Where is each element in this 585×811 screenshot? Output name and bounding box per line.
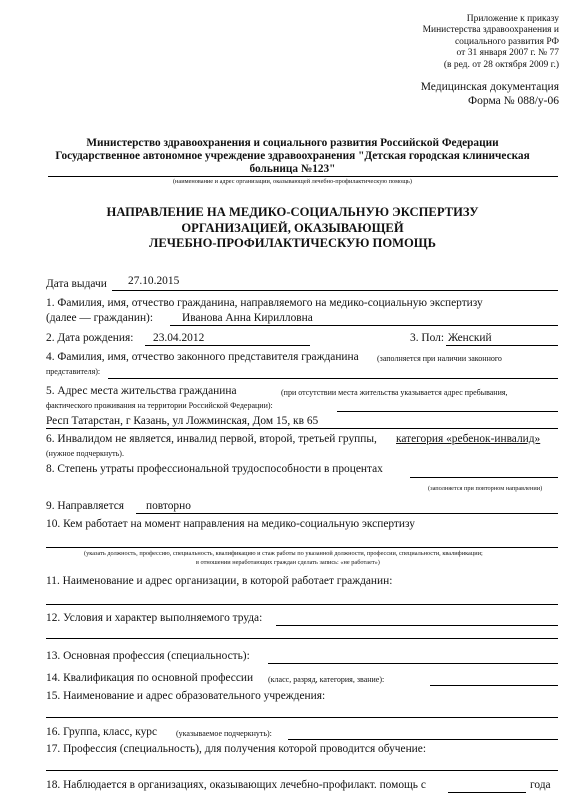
field-16-label: 16. Группа, класс, курс — [46, 726, 158, 738]
medical-doc-label — [421, 80, 559, 108]
field-17-label: 17. Профессия (специальность), для получения которой проводится обучение: — [46, 743, 426, 755]
field-12-line-2 — [46, 638, 558, 639]
field-16-note: (указываемое подчеркнуть): — [176, 729, 272, 738]
field-3-line — [446, 345, 558, 346]
field-5-note: (при отсутствии места жительства указывается адрес пребывания, — [281, 388, 508, 397]
field-17-line — [46, 770, 558, 771]
org-line-2: Государственное автономное учреждение здравоохранения "Детская городская клиническая — [55, 150, 530, 162]
form-number: Форма № 088/у-06 — [468, 95, 559, 107]
field-4-note-cont: представителя): — [46, 367, 101, 376]
field-3-label: 3. Пол: — [410, 332, 445, 344]
field-18-suffix: года — [530, 779, 551, 791]
order-appendix — [423, 14, 559, 71]
field-14-note: (класс, разряд, категория, звание): — [268, 675, 385, 684]
field-1-line — [170, 325, 558, 326]
field-10-note: (указать должность, профессию, специальность, квалификацию и стаж работы по указанной должности, профессии, специальности, квалификации; — [84, 550, 483, 557]
appendix-line: от 31 января 2007 г. № 77 — [456, 48, 559, 59]
field-6-label: 6. Инвалидом не является, инвалид первой, второй, третьей группы, — [46, 433, 377, 445]
title-line-2: ОРГАНИЗАЦИЕЙ, ОКАЗЫВАЮЩЕЙ — [181, 220, 404, 235]
field-15-line — [46, 717, 558, 718]
address-value[interactable]: Респ Татарстан, г Казань, ул Ложминская, Дом 15, кв 65 — [46, 415, 319, 427]
issue-date-value[interactable]: 27.10.2015 — [128, 275, 180, 287]
field-1-label: 1. Фамилия, имя, отчество гражданина, направляемого на медико-социальную экспертизу — [46, 297, 483, 309]
field-14-line — [430, 685, 558, 686]
field-5-label: 5. Адрес места жительства гражданина — [46, 385, 237, 397]
med-doc-text: Медицинская документация — [420, 81, 559, 93]
field-8-label: 8. Степень утраты профессиональной трудоспособности в процентах — [46, 463, 383, 475]
field-10-note-cont: в отношении неработающих граждан сделать запись: «не работает») — [196, 559, 380, 566]
document-title — [20, 205, 565, 252]
org-line-1: Министерство здравоохранения и социального развития Российской Федерации — [86, 137, 499, 149]
birth-date-value[interactable]: 23.04.2012 — [153, 332, 205, 344]
field-1-label-cont: (далее — гражданин): — [46, 312, 154, 324]
field-8-line — [410, 477, 558, 478]
field-6-note: (нужное подчеркнуть). — [46, 449, 124, 458]
appendix-line: (в ред. от 28 октября 2009 г.) — [443, 59, 559, 70]
appendix-line: Министерства здравоохранения и — [422, 25, 559, 36]
appendix-line: Приложение к приказу — [466, 14, 559, 24]
title-line-1: НАПРАВЛЕНИЕ НА МЕДИКО-СОЦИАЛЬНУЮ ЭКСПЕРТИЗУ — [106, 205, 479, 219]
field-10-label: 10. Кем работает на момент направления на медико-социальную экспертизу — [46, 518, 415, 530]
field-5-line — [337, 411, 558, 412]
field-9-line — [136, 513, 558, 514]
field-13-label: 13. Основная профессия (специальность): — [46, 650, 250, 662]
field-10-line — [46, 547, 558, 548]
org-caption: (наименование и адрес организации, оказывающей лечебно-профилактическую помощь) — [172, 178, 413, 185]
title-line-3: ЛЕЧЕБНО-ПРОФИЛАКТИЧЕСКУЮ ПОМОЩЬ — [149, 236, 436, 250]
citizen-name-value[interactable]: Иванова Анна Кирилловна — [182, 312, 313, 324]
org-underline — [48, 176, 558, 177]
address-line — [46, 428, 558, 429]
org-line-3: больница №123" — [249, 163, 336, 175]
field-4-note: (заполняется при наличии законного — [377, 354, 502, 363]
appendix-line: социального развития РФ — [454, 36, 559, 47]
issue-date-label: Дата выдачи — [46, 278, 107, 290]
field-5-note-cont: фактического проживания на территории Российской Федерации): — [46, 401, 273, 410]
field-13-line — [268, 663, 558, 664]
field-18-line — [448, 792, 526, 793]
field-12-label: 12. Условия и характер выполняемого труда: — [46, 612, 263, 624]
field-15-label: 15. Наименование и адрес образовательного учреждения: — [46, 690, 326, 702]
field-16-line — [288, 739, 558, 740]
field-8-note: (заполняется при повторном направлении) — [428, 485, 543, 492]
referral-type-value[interactable]: повторно — [146, 500, 191, 512]
field-2-label: 2. Дата рождения: — [46, 332, 134, 344]
field-4-label: 4. Фамилия, имя, отчество законного представителя гражданина — [46, 351, 359, 363]
field-2-line — [145, 345, 310, 346]
field-12-line — [276, 625, 558, 626]
field-9-label: 9. Направляется — [46, 500, 124, 512]
field-4-line — [108, 378, 558, 379]
field-18-label: 18. Наблюдается в организациях, оказывающих лечебно-профилакт. помощь с — [46, 779, 426, 791]
gender-value[interactable]: Женский — [448, 332, 492, 344]
disability-category-selected[interactable]: категория «ребенок-инвалид» — [396, 433, 541, 445]
field-11-line — [46, 604, 558, 605]
field-14-label: 14. Квалификация по основной профессии — [46, 672, 254, 684]
issue-date-line — [112, 290, 558, 291]
field-11-label: 11. Наименование и адрес организации, в которой работает гражданин: — [46, 575, 393, 587]
